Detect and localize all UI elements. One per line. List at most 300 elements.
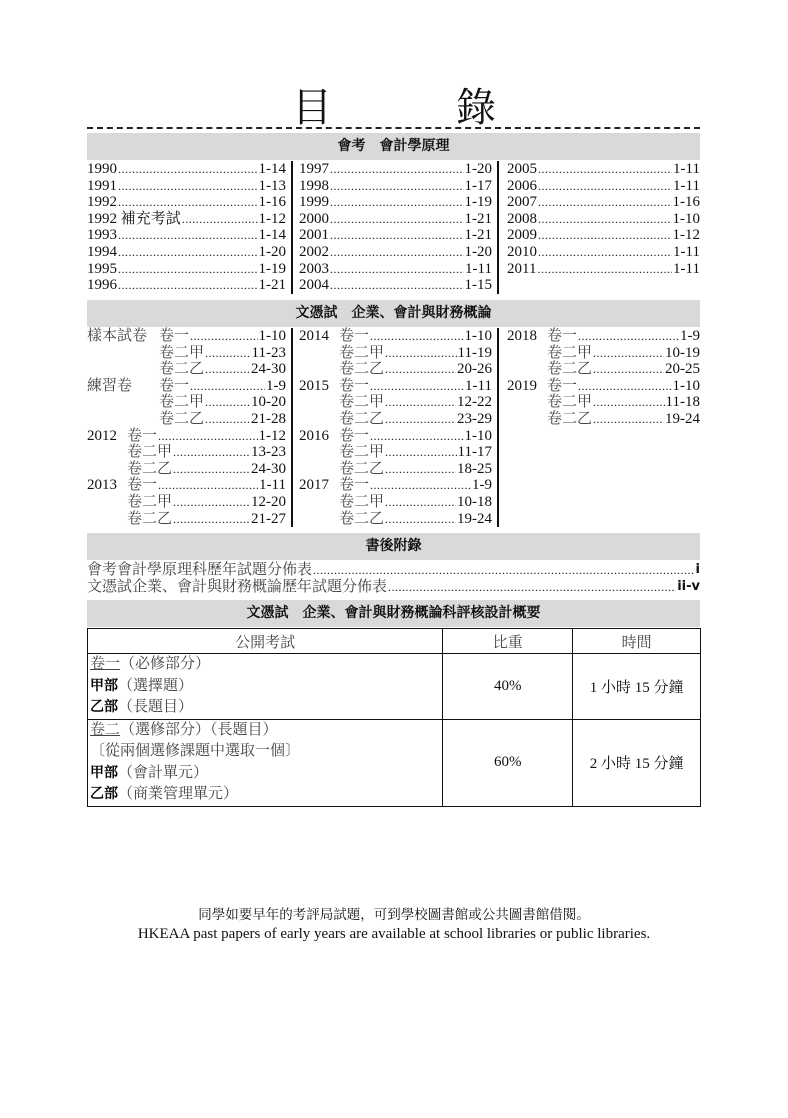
entry-label: 2011 — [507, 260, 537, 277]
entry-pages: 11-18 — [665, 394, 700, 411]
dot-leader — [118, 244, 258, 261]
footer-note-zh: 同學如要早年的考評局試題，可到學校圖書館或公共圖書館借閱。 — [198, 907, 590, 923]
line-head: 卷一 — [90, 656, 121, 672]
assessment-table — [87, 628, 701, 807]
time-cell: 2 小時 15 分鐘 — [573, 719, 701, 806]
description-line — [90, 676, 440, 698]
entry-pages: 1-10 — [258, 328, 286, 344]
index-entry[interactable] — [507, 161, 700, 178]
hkdse-index — [87, 328, 700, 527]
entry-prefix: 2019 — [507, 377, 537, 394]
line-head: 甲部 — [90, 677, 118, 694]
dot-leader — [173, 494, 250, 511]
dot-leader — [385, 444, 457, 461]
entry-pages: 1-20 — [258, 243, 286, 260]
dot-leader — [330, 244, 464, 261]
dot-leader — [385, 394, 456, 411]
entry-paper: 卷一 — [547, 328, 578, 344]
entry-prefix — [299, 511, 339, 528]
index-entry[interactable] — [299, 211, 492, 228]
entry-paper: 卷一 — [547, 377, 578, 394]
index-entry[interactable] — [299, 328, 492, 345]
entry-pages: 1-15 — [464, 277, 492, 294]
entry-pages: 21-28 — [251, 410, 286, 427]
index-entry[interactable] — [299, 494, 492, 511]
entry-pages: 11-23 — [251, 344, 286, 361]
index-entry[interactable] — [507, 378, 700, 395]
entry-prefix — [299, 394, 339, 411]
dot-leader — [205, 411, 250, 428]
entry-paper: 卷二甲 — [159, 344, 205, 361]
entry-paper: 卷二甲 — [127, 493, 173, 510]
entry-pages: 12-22 — [457, 394, 492, 411]
dot-leader — [388, 579, 676, 596]
entry-prefix: 2016 — [299, 427, 329, 444]
index-entry[interactable] — [87, 244, 286, 261]
entry-label: 1996 — [87, 277, 117, 294]
dot-leader — [370, 378, 464, 395]
entry-pages: 24-30 — [251, 460, 286, 477]
entry-prefix — [299, 461, 339, 478]
entry-pages: 1-11 — [465, 377, 492, 394]
entry-prefix: 樣本試卷 — [87, 328, 148, 344]
appendix-label: 會考會計學原理科歷年試題分佈表 — [87, 562, 313, 578]
line-head: 卷二 — [90, 721, 121, 738]
dot-leader — [118, 261, 258, 278]
entry-pages: 1-11 — [673, 177, 700, 194]
entry-paper: 卷二乙 — [159, 410, 205, 427]
entry-paper: 卷二乙 — [547, 361, 593, 378]
entry-label: 2007 — [507, 194, 537, 211]
dot-leader — [578, 328, 679, 345]
index-entry[interactable] — [87, 378, 286, 395]
entry-prefix — [87, 345, 159, 362]
entry-pages: 1-9 — [266, 377, 286, 394]
entry-prefix — [507, 345, 547, 362]
entry-pages: 1-13 — [258, 177, 286, 194]
entry-pages: 12-20 — [251, 493, 286, 510]
dot-leader — [538, 227, 672, 244]
entry-pages: 21-27 — [251, 510, 286, 527]
entry-label: 2010 — [507, 243, 537, 260]
entry-label: 1991 — [87, 177, 117, 194]
dot-leader — [330, 161, 464, 178]
index-entry[interactable] — [87, 328, 286, 345]
entry-pages: 20-25 — [665, 361, 700, 378]
entry-prefix — [299, 361, 339, 378]
entry-paper: 卷二甲 — [547, 394, 593, 411]
index-entry[interactable] — [299, 261, 492, 278]
index-entry[interactable] — [507, 211, 700, 228]
entry-pages: 11-17 — [457, 444, 492, 461]
entry-pages: 1-16 — [672, 194, 700, 211]
entry-paper: 卷二乙 — [159, 361, 205, 378]
entry-paper: 卷二甲 — [339, 394, 385, 411]
entry-label: 1998 — [299, 177, 329, 194]
index-entry[interactable] — [299, 161, 492, 178]
entry-pages: 1-12 — [672, 227, 700, 244]
paper-description — [88, 654, 443, 720]
entry-pages: 1-10 — [464, 328, 492, 344]
appendix-entry[interactable] — [87, 579, 700, 596]
dot-leader — [173, 511, 250, 528]
dot-leader — [370, 428, 463, 445]
entry-paper: 卷二甲 — [339, 493, 385, 510]
footer-note-en: HKEAA past papers of early years are available at school libraries or public libraries. — [137, 926, 651, 942]
index-entry[interactable] — [299, 477, 492, 494]
dot-leader — [385, 494, 456, 511]
entry-pages: 1-14 — [258, 161, 286, 177]
entry-prefix: 2012 — [87, 427, 117, 444]
dot-leader — [330, 211, 464, 228]
entry-label: 1997 — [299, 161, 329, 177]
entry-pages: 1-11 — [465, 260, 492, 277]
index-entry[interactable] — [507, 178, 700, 195]
entry-paper: 卷二乙 — [339, 361, 385, 378]
entry-pages: 19-24 — [665, 410, 700, 427]
appendix-links — [87, 562, 700, 595]
index-entry[interactable] — [87, 411, 286, 428]
dot-leader — [158, 428, 257, 445]
entry-prefix: 2014 — [299, 328, 329, 344]
dot-leader — [593, 361, 664, 378]
dot-leader — [118, 178, 258, 195]
dot-leader — [158, 477, 258, 494]
dot-leader — [118, 277, 258, 294]
dot-leader — [538, 178, 672, 195]
dot-leader — [205, 345, 251, 362]
entry-pages: 24-30 — [251, 361, 286, 378]
index-entry[interactable] — [507, 345, 700, 362]
entry-pages: 1-10 — [464, 427, 492, 444]
entry-pages: 1-20 — [464, 243, 492, 260]
entry-label: 1994 — [87, 243, 117, 260]
index-entry[interactable] — [87, 227, 286, 244]
line-text: （長題目） — [118, 699, 194, 715]
section-header-hkdse: 文憑試 企業、會計與財務概論 — [87, 300, 700, 327]
entry-label: 2001 — [299, 227, 329, 244]
entry-label: 2006 — [507, 177, 537, 194]
entry-prefix — [87, 494, 127, 511]
entry-prefix — [87, 511, 127, 528]
dot-leader — [578, 378, 671, 395]
index-entry[interactable] — [299, 444, 492, 461]
entry-pages: 1-21 — [464, 227, 492, 244]
section-header-assessment: 文憑試 企業、會計與財務概論科評核設計概要 — [87, 600, 700, 627]
page-title — [0, 76, 788, 133]
weight-cell: 60% — [443, 719, 573, 806]
entry-label: 2004 — [299, 277, 329, 294]
appendix-pages: ii-v — [677, 578, 700, 594]
line-text: （必修部分） — [120, 656, 211, 672]
entry-paper: 卷一 — [339, 477, 370, 494]
dot-leader — [593, 345, 664, 362]
description-line — [90, 720, 440, 742]
entry-prefix — [299, 494, 339, 511]
entry-label: 2003 — [299, 260, 329, 277]
entry-prefix — [87, 394, 159, 411]
entry-label: 2002 — [299, 243, 329, 260]
entry-pages: 1-9 — [472, 477, 492, 494]
dot-leader — [330, 261, 464, 278]
entry-pages: 1-14 — [258, 227, 286, 244]
line-head: 甲部 — [90, 764, 118, 781]
entry-pages: 1-12 — [258, 427, 286, 444]
entry-paper: 卷二甲 — [159, 394, 205, 411]
index-entry[interactable] — [299, 428, 492, 445]
entry-paper: 卷二乙 — [547, 410, 593, 427]
entry-pages: 1-19 — [258, 260, 286, 277]
entry-label: 2009 — [507, 227, 537, 244]
dot-leader — [330, 227, 464, 244]
entry-pages: 1-9 — [680, 328, 700, 344]
index-entry[interactable] — [299, 227, 492, 244]
index-entry[interactable] — [507, 361, 700, 378]
index-entry[interactable] — [507, 261, 700, 278]
entry-paper: 卷一 — [159, 377, 190, 394]
col-header-weight: 比重 — [443, 629, 573, 654]
dot-leader — [370, 477, 471, 494]
dot-leader — [190, 328, 257, 345]
table-row — [88, 719, 701, 806]
index-entry[interactable] — [507, 394, 700, 411]
dot-leader — [205, 394, 250, 411]
dot-leader — [385, 511, 456, 528]
hkcee-index — [87, 161, 700, 294]
appendix-entry[interactable] — [87, 562, 700, 579]
line-text: （商業管理單元） — [118, 786, 239, 802]
time-cell: 1 小時 15 分鐘 — [573, 654, 701, 720]
index-column — [293, 328, 499, 527]
description-line — [90, 741, 440, 763]
entry-pages: 20-26 — [457, 361, 492, 378]
index-entry[interactable] — [87, 444, 286, 461]
entry-pages: 1-12 — [258, 210, 286, 227]
dot-leader — [330, 277, 464, 294]
entry-pages: 1-19 — [464, 194, 492, 211]
index-entry[interactable] — [87, 394, 286, 411]
entry-pages: 1-11 — [259, 477, 286, 494]
entry-pages: 1-11 — [673, 260, 700, 277]
appendix-label: 文憑試企業、會計與財務概論歷年試題分佈表 — [87, 578, 388, 595]
title-char: 錄 — [456, 85, 496, 130]
index-entry[interactable] — [87, 477, 286, 494]
entry-label: 1990 — [87, 161, 117, 177]
dot-leader — [385, 461, 456, 478]
index-entry[interactable] — [87, 461, 286, 478]
index-entry[interactable] — [299, 378, 492, 395]
section-header-hkcee: 會考 會計學原理 — [87, 133, 700, 160]
entry-pages: 19-24 — [457, 510, 492, 527]
entry-label: 1999 — [299, 194, 329, 211]
weight-cell: 40% — [443, 654, 573, 720]
dot-leader — [313, 562, 695, 579]
description-line — [90, 784, 440, 806]
entry-pages: 10-20 — [251, 394, 286, 411]
entry-label: 2000 — [299, 210, 329, 227]
entry-paper: 卷一 — [159, 328, 190, 344]
index-entry[interactable] — [299, 178, 492, 195]
dot-leader — [330, 178, 464, 195]
index-entry[interactable] — [87, 194, 286, 211]
entry-paper: 卷一 — [339, 328, 370, 344]
entry-paper: 卷一 — [127, 477, 158, 494]
dot-leader — [538, 161, 672, 178]
index-entry[interactable] — [299, 411, 492, 428]
entry-pages: 23-29 — [457, 410, 492, 427]
index-entry[interactable] — [87, 211, 286, 228]
index-entry[interactable] — [299, 361, 492, 378]
entry-pages: 1-16 — [258, 194, 286, 211]
col-header-time: 時間 — [573, 629, 701, 654]
line-text: （選擇題） — [118, 677, 194, 694]
index-entry[interactable] — [507, 227, 700, 244]
line-head: 乙部 — [90, 786, 118, 802]
index-entry[interactable] — [507, 411, 700, 428]
index-entry[interactable] — [87, 361, 286, 378]
index-column — [87, 328, 293, 527]
dot-leader — [330, 194, 464, 211]
entry-paper: 卷二甲 — [127, 444, 173, 461]
line-head: 乙部 — [90, 699, 118, 715]
entry-pages: 1-21 — [258, 277, 286, 294]
entry-prefix — [299, 444, 339, 461]
entry-pages: 10-19 — [665, 344, 700, 361]
entry-pages: 1-11 — [673, 243, 700, 260]
entry-pages: 1-11 — [673, 161, 700, 177]
dashed-divider — [87, 127, 700, 129]
index-entry[interactable] — [87, 277, 286, 294]
dot-leader — [173, 444, 250, 461]
dot-leader — [173, 461, 250, 478]
entry-label: 1995 — [87, 260, 117, 277]
dot-leader — [385, 345, 457, 362]
line-text: （會計單元） — [118, 764, 209, 781]
entry-prefix — [87, 411, 159, 428]
index-entry[interactable] — [299, 277, 492, 294]
entry-paper: 卷二甲 — [547, 344, 593, 361]
entry-pages: 10-18 — [457, 493, 492, 510]
dot-leader — [205, 361, 250, 378]
entry-paper: 卷二乙 — [339, 510, 385, 527]
dot-leader — [537, 261, 672, 278]
table-row — [88, 654, 701, 720]
entry-prefix — [87, 461, 127, 478]
index-entry[interactable] — [507, 328, 700, 345]
index-entry[interactable] — [299, 194, 492, 211]
dot-leader — [385, 411, 456, 428]
dot-leader — [190, 378, 265, 395]
section-header-appendix: 書後附錄 — [87, 533, 700, 560]
entry-pages: 1-17 — [464, 177, 492, 194]
entry-label: 2008 — [507, 210, 537, 227]
index-column — [293, 161, 499, 294]
line-text: （選修部分）（長題目） — [120, 721, 278, 738]
dot-leader — [593, 394, 665, 411]
dot-leader — [538, 211, 672, 228]
index-entry[interactable] — [507, 194, 700, 211]
entry-paper: 卷一 — [339, 377, 370, 394]
entry-pages: 13-23 — [251, 444, 286, 461]
appendix-pages: i — [695, 562, 700, 577]
entry-label: 1993 — [87, 227, 117, 244]
index-entry[interactable] — [87, 178, 286, 195]
entry-prefix — [299, 345, 339, 362]
paper-description — [88, 719, 443, 806]
index-entry[interactable] — [507, 244, 700, 261]
index-entry[interactable] — [87, 345, 286, 362]
title-char: 目 — [292, 85, 332, 130]
index-column — [499, 328, 700, 527]
entry-pages: 1-10 — [672, 210, 700, 227]
entry-prefix: 2013 — [87, 477, 117, 494]
entry-prefix — [299, 411, 339, 428]
description-line — [90, 654, 440, 676]
index-entry[interactable] — [87, 428, 286, 445]
dot-leader — [118, 161, 258, 178]
entry-paper: 卷二乙 — [127, 510, 173, 527]
description-line — [90, 697, 440, 719]
index-entry[interactable] — [87, 494, 286, 511]
dot-leader — [182, 211, 258, 228]
entry-prefix — [87, 444, 127, 461]
entry-paper: 卷二甲 — [339, 444, 385, 461]
index-entry[interactable] — [299, 394, 492, 411]
index-entry[interactable] — [299, 511, 492, 528]
entry-paper: 卷二甲 — [339, 344, 385, 361]
dot-leader — [385, 361, 456, 378]
entry-pages: 11-19 — [457, 344, 492, 361]
entry-prefix: 練習卷 — [87, 377, 133, 394]
entry-paper: 卷二乙 — [339, 410, 385, 427]
entry-label: 1992 補充考試 — [87, 210, 181, 227]
entry-prefix: 2015 — [299, 377, 329, 394]
dot-leader — [118, 227, 258, 244]
index-column — [499, 161, 700, 294]
index-column — [87, 161, 293, 294]
line-text: 〔從兩個選修課題中選取一個〕 — [90, 743, 301, 759]
entry-pages: 1-21 — [464, 210, 492, 227]
entry-prefix — [507, 361, 547, 378]
dot-leader — [118, 194, 258, 211]
index-entry[interactable] — [87, 261, 286, 278]
dot-leader — [538, 194, 672, 211]
entry-pages: 18-25 — [457, 460, 492, 477]
entry-pages: 1-10 — [672, 377, 700, 394]
entry-paper: 卷一 — [127, 427, 158, 444]
entry-paper: 卷一 — [339, 427, 370, 444]
col-header-exam: 公開考試 — [88, 629, 443, 654]
entry-paper: 卷二乙 — [339, 460, 385, 477]
entry-pages: 1-20 — [464, 161, 492, 177]
index-entry[interactable] — [299, 244, 492, 261]
entry-prefix — [507, 394, 547, 411]
entry-paper: 卷二乙 — [127, 460, 173, 477]
entry-label: 1992 — [87, 194, 117, 211]
index-entry[interactable] — [87, 161, 286, 178]
dot-leader — [370, 328, 463, 345]
entry-prefix — [507, 411, 547, 428]
index-entry[interactable] — [87, 511, 286, 528]
index-entry[interactable] — [299, 461, 492, 478]
entry-prefix: 2018 — [507, 328, 537, 344]
entry-label: 2005 — [507, 161, 537, 177]
entry-prefix: 2017 — [299, 477, 329, 494]
dot-leader — [593, 411, 664, 428]
description-line — [90, 763, 440, 785]
dot-leader — [538, 244, 672, 261]
index-entry[interactable] — [299, 345, 492, 362]
